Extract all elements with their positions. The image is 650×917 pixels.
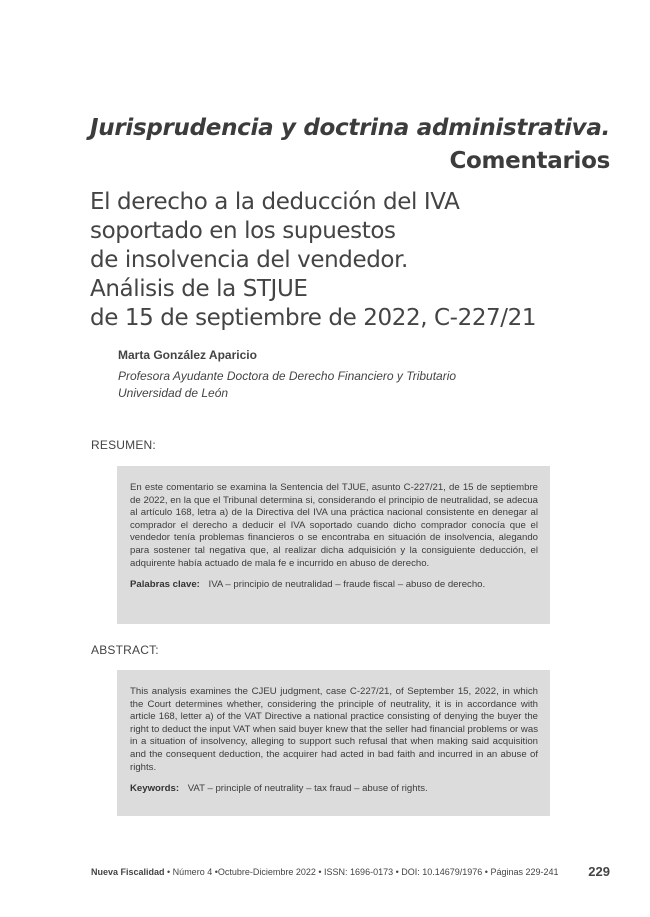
section-title-line-1: Jurisprudencia y doctrina administrativa.: [89, 115, 610, 141]
article-title-line: Análisis de la STJUE: [90, 276, 308, 302]
abstract-text: This analysis examines the CJEU judgment, case C-227/21, of September 15, 2022, in which the Court determines whether, considering the principle of neutrality, it is in accordance with article 168, letter a) of the VAT Directive a national practice consisting of denying the buyer the right to deduct the input VAT when said buyer knew that the seller had financial problems or was in a situation of insolvency, alleging to support such refusal that when making said acquisition and the consequent deduction, the acquirer had acted in bad faith and incurred in an abuse of rights.: [130, 686, 538, 773]
abstract-keywords-label: Keywords:: [130, 783, 180, 795]
article-title-line: de insolvencia del vendedor.: [90, 247, 408, 273]
page-number: 229: [588, 864, 610, 879]
article-title-line: de 15 de septiembre de 2022, C-227/21: [90, 305, 537, 331]
abstract-keywords-value: VAT – principle of neutrality – tax fraud – abuse of rights.: [187, 783, 428, 795]
resumen-text: En este comentario se examina la Sentencia del TJUE, asunto C-227/21, de 15 de septiembre de 2022, en la que el Tribunal determina si, considerando el principio de neutralidad, se adecua al artículo 168, letra a) de la Directiva del IVA una práctica nacional consistente en denegar al comprador el derecho a deducir el IVA soportado cuando dicho comprador conocía que el vendedor tenía problemas financieros o se encontraba en situación de insolvencia, alegando para sostener tal negativa que, al realizar dicha adquisición y la consiguiente deducción, el adquirente había actuado de mala fe e incurrido en abuso de derecho.: [130, 482, 538, 569]
footer-journal: Nueva Fiscalidad: [91, 867, 165, 877]
abstract-box: [117, 670, 550, 816]
resumen-keywords-value: IVA – principio de neutralidad – fraude fiscal – abuso de derecho.: [208, 579, 486, 591]
author-institution: Universidad de León: [118, 386, 229, 400]
article-title: [90, 188, 610, 333]
abstract-heading: ABSTRACT:: [91, 643, 159, 657]
author-affiliation: [118, 368, 456, 402]
section-title: [90, 112, 610, 178]
article-title-line: soportado en los supuestos: [90, 218, 396, 244]
footer-citation: [91, 867, 559, 877]
author-position: Profesora Ayudante Doctora de Derecho Financiero y Tributario: [118, 369, 457, 383]
resumen-box: [117, 466, 550, 624]
footer-details: • Número 4 •Octubre-Diciembre 2022 • ISSN: 1696-0173 • DOI: 10.14679/1976 • Páginas 229-241: [164, 867, 559, 877]
abstract-keywords: [130, 783, 538, 796]
resumen-keywords: [130, 579, 538, 592]
author-name: Marta González Aparicio: [118, 348, 257, 362]
article-title-line: El derecho a la deducción del IVA: [90, 189, 460, 215]
resumen-heading: RESUMEN:: [91, 438, 156, 452]
section-title-line-2: Comentarios: [449, 148, 610, 174]
resumen-keywords-label: Palabras clave:: [130, 579, 200, 591]
